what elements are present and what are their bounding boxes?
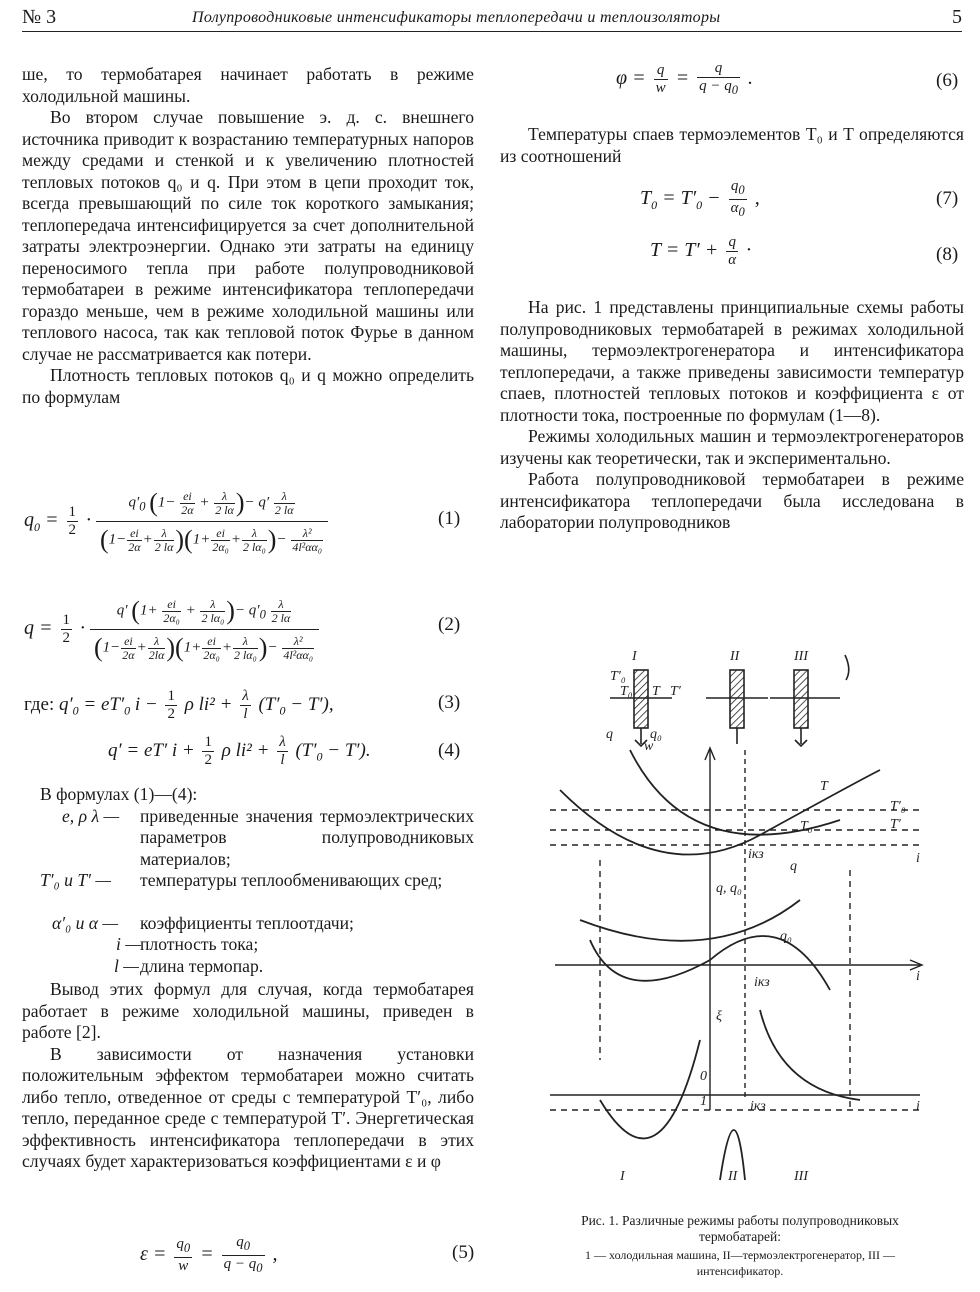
running-title: Полупроводниковые интенсификаторы теплопередачи и теплоизоляторы (192, 9, 721, 26)
svg-text:T′₀: T′₀ (610, 669, 626, 684)
paragraph: Вывод этих формул для случая, когда термобатарея работает в режиме холодильной машины, приведен в работе [2]. (22, 979, 474, 1042)
equation-6: φ = $\frac{q}{w}$ = $\frac{q}{q - q_0}$ . (616, 60, 753, 97)
curve-xi-III (760, 1010, 860, 1100)
paragraph: Во втором случае повышение э. д. с. внешнего источника приводит к возрастанию температурных напоров между средами и стенкой и к увеличению плотностей тепловых потоков q₀ и q. При этом в цепи проходит ток, всегда превышающий по силе ток короткого замыкания; теплопередача интенсифицируется за счет дополнительной затраты электроэнергии. Однако эти затраты на единицу переносимого тепла при работе полупроводниковой термобатареи в режиме интенсификатора теплопередачи гораздо меньше, чем в режиме холодильной машины или теплового насоса, так как тепловой поток Фурье в данном случае не рассматривается как потери. (22, 107, 474, 364)
running-header (22, 4, 962, 32)
where-label: где: (24, 693, 55, 715)
equation-number: (5) (452, 1242, 475, 1263)
svg-text:i: i (916, 851, 920, 866)
svg-text:ξ: ξ (716, 1009, 722, 1024)
equation-2: q = $\frac{1}{2}$ · q′ (1+ $\frac{ei}{\text{2α₀}}$ + $\frac{\lambda}{\text{2 lα₀}}$ )− $q'_0$ $\frac{\lambda}{2 l\alpha}$ (1− $\frac{ei}{2\alpha}$ + $\frac{\lambda}{2l\alpha}$ )(1+ $\frac{ei}{\text{2α₀}}$ + $\frac{\lambda}{\text{2 lα₀}}$ )− $\frac{\text{λ²}}{\text{4l²αα₀}}$ (24, 596, 319, 663)
left-column (22, 64, 474, 408)
svg-text:q: q (790, 859, 797, 874)
equation-number: (1) (438, 508, 461, 529)
figure-diagram (540, 640, 960, 1200)
thermoelement-III (794, 670, 808, 728)
equation-8: T = T′ + $\frac{q}{\alpha}$ · (650, 234, 752, 268)
curve-xi-I (600, 1040, 700, 1138)
page-number: 5 (952, 6, 962, 28)
thermoelement-I (634, 670, 648, 728)
svg-text:I: I (632, 649, 637, 664)
equation-number: (4) (438, 740, 461, 761)
paragraph: ше, то термобатарея начинает работать в режиме холодильной машины. (22, 64, 474, 106)
equation-3: где: $q'_0 = eT'_0$ i − $\frac{1}{2}$ ρ li² + $\frac{\lambda}{l}$ $(T'_0 - T')$, (24, 688, 334, 722)
svg-text:q: q (606, 727, 613, 742)
issue-number: № 3 (22, 6, 57, 28)
svg-text:q₀: q₀ (780, 929, 792, 944)
paragraph: В зависимости от назначения установки положительным эффектом термобатареи можно считать либо тепло, отведенное от среды с температурой T′₀, либо тепло, переданное среде с температурой T′. Энергетическая эффективность интенсификатора теплопередачи в этих случаях будет характеризоваться коэффициентами ε и φ (22, 1043, 474, 1171)
svg-text:T: T (652, 684, 660, 699)
equation-1: $q_0$ = $\frac{1}{2}$ · $q'_0$ (1− $\frac{ei}{2\alpha}$ + $\frac{\lambda}{2 l\alpha}$ )− q′ $\frac{\lambda}{2 l\alpha}$ (1− $\frac{ei}{2\alpha}$ + $\frac{\lambda}{2 l\alpha}$ )(1+ $\frac{ei}{\text{2α₀}}$ + $\frac{\lambda}{\text{2 lα₀}}$ )− $\frac{\text{λ²}}{\text{4l²αα₀}}$ (24, 488, 328, 555)
svg-text:II: II (728, 1169, 738, 1184)
definition-row: e, ρ λ — приведенные значения термоэлектрических параметров полупроводниковых материалов; (62, 805, 474, 869)
svg-text:T′: T′ (890, 817, 901, 832)
curve-q (580, 900, 800, 941)
equation-number: (2) (438, 614, 461, 635)
svg-text:iкз: iкз (750, 1099, 766, 1114)
formulas-intro: В формулах (1)—(4): (40, 784, 198, 804)
thermoelement-II (730, 670, 744, 728)
svg-text:q₀: q₀ (650, 727, 662, 742)
svg-text:0: 0 (700, 1069, 707, 1084)
equation-7: $T_0 = T'_0$ − $\frac{q_0}{\alpha_0}$ , (640, 178, 760, 219)
svg-text:II: II (730, 649, 740, 664)
svg-text:III: III (794, 1169, 808, 1184)
svg-text:1: 1 (700, 1094, 707, 1109)
curve-T (560, 770, 880, 855)
definition-row: α′₀ и α — коэффициенты теплоотдачи; (52, 912, 354, 933)
svg-text:T: T (820, 779, 828, 794)
svg-text:T′: T′ (670, 684, 681, 699)
svg-text:i: i (916, 969, 920, 984)
svg-text:q, q₀: q, q₀ (716, 881, 742, 896)
svg-text:I: I (620, 1169, 625, 1184)
svg-text:T₀: T₀ (800, 819, 813, 834)
left-column-lower (22, 979, 474, 1173)
right-column-top (500, 124, 964, 167)
paragraph: На рис. 1 представлены принципиальные схемы работы полупроводниковых термобатарей в режимах холодильной машины, термоэлектрогенератора и интенсификатора теплопередачи, а также приведены зависимости температур спаев, плотностей тепловых потоков и коэффициента ε от плотности тока, построенные по формулам (1—8). (500, 297, 964, 425)
equation-number: (8) (936, 244, 959, 265)
svg-text:iкз: iкз (748, 847, 764, 862)
svg-text:w: w (644, 739, 654, 754)
paragraph: Режимы холодильных машин и термоэлектрогенераторов изучены как теоретически, так и экспериментально. (500, 426, 964, 468)
definition-row: i — плотность тока; (116, 934, 259, 954)
equation-5: ε = $\frac{q_0}{w}$ = $\frac{q_0}{q - q_0}$ , (140, 1234, 278, 1275)
paragraph: Температуры спаев термоэлементов T₀ и T определяются из соотношений (500, 124, 964, 166)
svg-text:T₀: T₀ (620, 684, 633, 699)
figure-caption: Рис. 1. Различные режимы работы полупроводниковых термобатарей: 1 — холодильная машина, II—термоэлектрогенератор, III — интенсификатор. (581, 1213, 899, 1278)
equation-number: (7) (936, 188, 959, 209)
equation-4: q′ = eT′ i + $\frac{1}{2}$ ρ li² + $\frac{\lambda}{l}$ $(T'_0 - T')$. (108, 734, 371, 768)
paragraph: Работа полупроводниковой термобатареи в режиме интенсификатора теплопередачи была исследована в лаборатории полупроводников (500, 469, 964, 532)
svg-text:III: III (794, 649, 808, 664)
paragraph: Плотность тепловых потоков q₀ и q можно определить по формулам (22, 365, 474, 407)
svg-text:iкз: iкз (754, 975, 770, 990)
equation-number: (3) (438, 692, 461, 713)
right-column (500, 297, 964, 534)
svg-text:T′₀: T′₀ (890, 799, 906, 814)
definition-row: T′₀ и T′ — температуры теплообменивающих сред; (40, 869, 443, 890)
definitions (22, 784, 474, 977)
definition-row: l — длина термопар. (114, 955, 264, 976)
equation-number: (6) (936, 70, 959, 91)
svg-text:i: i (916, 1099, 920, 1114)
